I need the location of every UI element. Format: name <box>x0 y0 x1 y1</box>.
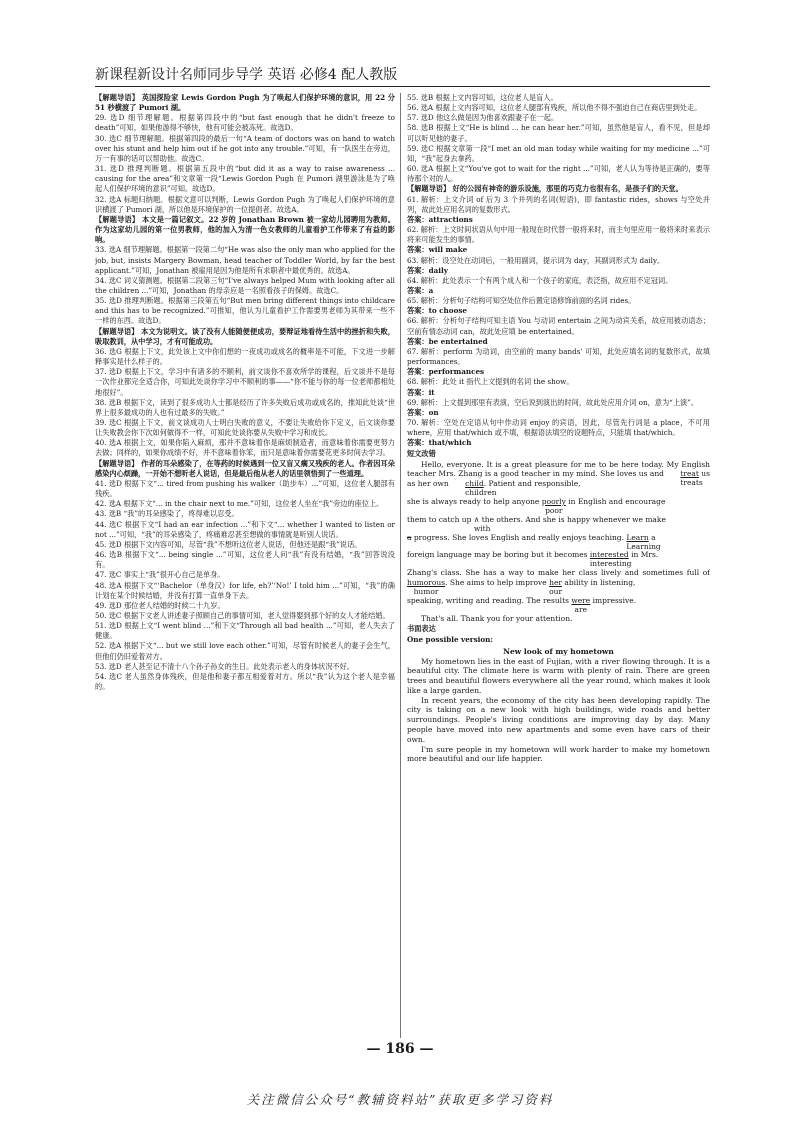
correction-mark <box>571 595 591 614</box>
correction-mark <box>451 479 497 498</box>
error-word: interested <box>589 550 629 560</box>
answer-item: 63. 解析：设空处在动词后，一般用副词，提示词为 day，其副词形式为 daily。 <box>407 255 665 265</box>
correction-text: Zhang's class. She has a way to make her class lively and sometimes full of <box>407 568 710 578</box>
answer-item: 69. 解析：上文提到那里有表演，空后说到演出的时间，故此处应用介词 on，意为“上演”。 <box>407 397 699 407</box>
answer-item: 33. 选A 细节理解题。根据第一段第二句“He was also the only man who applied for the job, but, insists Margery Bowman, head teacher of Toddler World, by far the best applicant.”可知，Jonathan 被雇用是因为他是所有求职者中最优秀的。故选A。 <box>95 245 395 275</box>
answer-item: 54. 选C 老人虽然身体残疾，但是他和妻子都互相爱着对方。所以“我”认为这个老人是幸福的。 <box>95 671 395 692</box>
fix-word: our <box>549 587 563 596</box>
error-word: child <box>465 479 484 489</box>
answer-item: 66. 解析：分析句子结构可知主语 You 与动词 entertain 之间为动宾关系，故应用被动语态；空前有情态动词 can，故此处应填 be entertained。 <box>407 316 710 336</box>
fix-word: children <box>465 488 497 498</box>
correction-heading: 短文改错 <box>407 449 436 459</box>
answer-item: 59. 选C 根据文章第一段“I met an old man today while waiting for my medicine ...”可知，“我”起身去拿药。 <box>407 143 710 163</box>
correction-text: speaking, writing and reading. The results <box>407 595 569 605</box>
answer-item: 44. 选C 根据下文“I had an ear infection ...”和下文“... whether I wanted to listen or not ...”可知，“我”的耳朵感染了，疼痛难忍甚至想做的事情就是听别人说话。 <box>95 519 395 539</box>
essay-paragraph-3: I'm sure people in my hometown will work harder to make my hometown more beautiful and our life happier. <box>407 744 710 764</box>
answer-item: 46. 选B 根据下文“... being single ...”可知，这位老人问“我”有没有结婚，“我”回答说没有。 <box>95 550 395 570</box>
correction-text: . Patient and responsible, <box>483 479 581 489</box>
answer-item: 29. 选D 细节理解题。根据第四段中的“but fast enough that he didn't freeze to death”可知，如果他游得不够快，他有可能会被冻死。故选D。 <box>95 113 395 133</box>
answer-item: 67. 解析：perform 为动词，由空前的 many bands' 可知，此处应填名词的复数形式，故填 performances。 <box>407 346 710 367</box>
answer-item: 60. 选A 根据上文“You've got to wait for the right ...”可知，老人认为等待是正确的，要等待那个对的人。 <box>407 164 710 184</box>
correction-mark <box>626 532 661 551</box>
answer-item: 38. 选B 根据下文，读到了很多成功人士都是经历了许多失败后成功或成名的，推知此处谈“世界上很多最成功的人也有过最多的失败。” <box>95 397 395 417</box>
error-word: Learn <box>626 532 649 542</box>
correction-closing: That's all. Thank you for your attention. <box>421 613 573 623</box>
insert-caret: ∧ <box>473 514 480 524</box>
fix-word: humor <box>413 587 439 596</box>
answer-item: 70. 解析：空处在定语从句中作动词 enjoy 的宾语，因此，尽管先行词是 a place，不可用 where，应用 that/which 或不填，根据语法填空的设题特点，只能填 that/which。 <box>407 418 710 438</box>
correction-text: . She aims to help improve <box>445 578 547 587</box>
answer-item: 42. 选A 根据下文“... in the chair next to me.”可知，这位老人坐在“我”旁边的座位上。 <box>95 499 384 509</box>
answer-key: 答案：be entertained <box>407 336 488 346</box>
answer-item: 36. 选G 根据上下文，此处该上文中你们想的一夜成功或成名的概率是不可能，下文进一步解释事实是什么样子的。 <box>95 346 395 367</box>
answer-item: 47. 选C 事实上“我”很开心自己是单身。 <box>95 570 225 580</box>
correction-mark <box>549 578 563 596</box>
correction-mark <box>541 497 566 516</box>
answer-item: 37. 选D 根据上下文，学习中有诸多的不顺利，前文谈你不喜欢所学的课程，后文谈并不是每一次作业都完全适合你，可知此处谈你学习中不顺利的事——“你不能与你的每一位老师都相处地很好”。 <box>95 367 395 397</box>
page-number: — 186 — <box>366 1041 434 1057</box>
correction-text: the others. And she is happy whenever we make <box>481 514 666 524</box>
answer-key: 答案：that/which <box>407 438 472 448</box>
answer-item: 50. 选C 根据下文老人讲述妻子照顾自己的事情可知，老人觉得娶到那个好的女人才能结婚。 <box>95 610 390 620</box>
correction-text: a <box>651 532 656 542</box>
correction-text: Hello, everyone. It is a great pleasure for me to be here today. My English teacher Mrs. Zhang is a good teacher in my mind. She loves us and <box>407 459 710 479</box>
deleted-word: a <box>407 532 412 542</box>
correction-text: them to catch up <box>407 514 472 524</box>
correction-mark <box>589 550 632 569</box>
section-intro: 【解题导语】 本文为说明文。谈了没有人能随便便成功，要辩证地看待生活中的挫折和失败，吸取教训，从中学习，才有可能成功。 <box>95 326 395 346</box>
section-intro: 【解题导语】 好的公园有神奇的游乐设施，那里的巧克力也很有名，是孩子们的天堂。 <box>407 184 683 194</box>
answer-item: 32. 选A 标题归纳题。根据文意可以判断，Lewis Gordon Pugh 为了唤起人们保护环境的意识横渡了 Pumori 湖，所以他是环境保护的一位提倡者。故选A。 <box>95 194 395 214</box>
answer-key: 答案：it <box>407 387 435 397</box>
fix-word: Learning <box>626 541 661 551</box>
answer-item: 35. 选D 推理判断题。根据第三段第五句“But men bring different things into childcare and this has to be recognized.”可推知，他认为儿童看护工作需要男老师为其带来一些不一样的东西。故选D。 <box>95 296 395 326</box>
answer-key: 答案：to choose <box>407 306 467 316</box>
answer-item: 43. 选B “我”的耳朵感染了，疼得难以忍受。 <box>95 509 239 519</box>
correction-mark <box>666 469 703 488</box>
right-column <box>407 93 710 1048</box>
answer-item: 31. 选D 推理判断题。根据第五段中的“but did it as a way to raise awareness ... causing for the area”和文章第一段“Lewis Gordon Pugh 在 Pumori 湖里游泳是为了唤起人们保护环境的意识”可知。故选D。 <box>95 164 395 194</box>
correction-passage <box>407 460 710 624</box>
answer-item: 65. 解析：分析句子结构可知空处位作后置定语修饰前面的名词 rides。 <box>407 296 636 306</box>
correction-text: foreign language may be boring but it becomes <box>407 550 588 560</box>
answer-item: 64. 解析：此处表示一个有两个成人和一个孩子的家庭，表泛指，故应用不定冠词。 <box>407 275 673 285</box>
answer-item: 51. 选D 根据上文“I went blind ...”和下文“Through all bad health ...”可知，老人失去了健康。 <box>95 621 395 641</box>
error-word: were <box>571 595 591 605</box>
essay-paragraph-2: In recent years, the economy of the city has been developing rapidly. The city is taking on a new look with high buildings, wide roads and better surroundings. People's living conditions are improving day by day. Many people have moved into new apartments and some even have cars of their own. <box>407 695 710 744</box>
answer-item: 53. 选D 老人甚至记不清十八个孙子孙女的生日。此处表示老人的身体状况不好。 <box>95 661 354 671</box>
answer-list-right <box>407 93 710 448</box>
page-header <box>95 64 710 87</box>
error-word: treat <box>680 469 699 479</box>
writing-heading: 书面表达 <box>407 624 436 634</box>
answer-key: 答案：will make <box>407 245 468 255</box>
correction-text: impressive. <box>592 595 637 605</box>
answer-key: 答案：a <box>407 285 434 295</box>
answer-item: 68. 解析：此处 it 指代上文提到的名词 the show。 <box>407 377 574 387</box>
correction-text: progress. She loves English and really enjoys teaching. <box>413 532 624 542</box>
section-intro: 【解题导语】 本文是一篇记叙文。22 岁的 Jonathan Brown 被一家幼儿园聘用为教师。作为这家幼儿园的第一位男教师，他的加入为清一色女教师的儿童看护工作带来了有益的影响。 <box>95 214 395 245</box>
column-divider <box>400 93 401 1038</box>
left-column <box>95 93 395 1048</box>
answer-item: 45. 选D 根据下文内容可知，尽管“我”不想听这位老人说话，但他还是跟“我”说话。 <box>95 539 362 549</box>
answer-item: 58. 选B 根据上文“He is blind ... he can hear her.”可知，虽然他是盲人，看不见，但是却可以听见他的妻子。 <box>407 123 710 143</box>
answer-key: 答案：attractions <box>407 214 473 224</box>
answer-item: 61. 解析：上文介词 of 后为 3 个并列的名词(短语)，即 fantastic rides，shows 与空处并列，故此处应用名词的复数形式。 <box>407 194 710 214</box>
correction-mark <box>407 578 446 596</box>
error-word: her <box>549 578 562 587</box>
correction-mark <box>473 514 491 533</box>
answer-item: 30. 选C 细节理解题。根据第四段的最后一句“A team of doctors was on hand to watch over his stunt and help him out if he got into any trouble.”可知，有一队医生在旁边，万一有事的话可以帮助他。故选C。 <box>95 133 395 163</box>
essay-title: New look of my hometown <box>503 646 614 656</box>
answer-item: 49. 选D 那位老人结婚的时候二十九岁。 <box>95 600 225 610</box>
correction-text: she is always ready to help anyone <box>407 497 540 507</box>
answer-item: 34. 选C 词义猜测题。根据第二段第三句“I've always helped Mum with looking after all the children ...”可知，Jonathan 的母亲应是一名照看孩子的保姆。故选C。 <box>95 275 395 295</box>
essay <box>407 647 710 765</box>
writing-version: One possible version: <box>407 634 494 644</box>
answer-item: 40. 选A 根据上文，如果你陷入麻烦，那并不意味着你是麻烦制造者，而意味着你需要更努力去做；同样的，如果你成绩不好，并不意味着你笨，而只是意味着你需要花更多时间去学习。 <box>95 438 395 458</box>
answer-item: 41. 选D 根据下文“... tired from pushing his walker（助步车）...”可知，这位老人腿部有残疾。 <box>95 478 395 499</box>
header-title: 新课程新设计名师同步导学 英语 必修4 配人教版 <box>95 67 398 83</box>
answer-item: 39. 选C 根据上下文，前文谈成功人士明白失败的意义，不要让失败给你下定义，后文谈你要让失败教会你下次如何做得不一样，可知此处谈你要从失败中学习和成长。 <box>95 418 395 438</box>
correction-text: us as her own <box>407 469 710 489</box>
correction-text: in Mrs. <box>631 550 659 560</box>
answer-key: 答案：daily <box>407 265 448 275</box>
fix-word: are <box>574 604 588 614</box>
footer-note: 关注微信公众号“教辅资料站”获取更多学习资料 <box>246 1092 554 1107</box>
answer-item: 56. 选A 根据上文内容可知，这位老人腿部有残疾，所以他不得不强迫自己在商店里到处走。 <box>407 103 702 113</box>
essay-paragraph-1: My hometown lies in the east of Fujian, with a river flowing through. It is a beautiful city. The climate here is warm with plenty of rain. There are green trees and beautiful flowers everywhere all the year round, which makes it look like a large garden. <box>407 656 710 695</box>
section-intro: 【解题导语】 作者的耳朵感染了，在等药的时候遇到一位又盲又瘸又残疾的老人。作者因耳朵感染内心烦躁，一开始不想听老人说话，但是最后他从老人的话里领悟到了一些道理。 <box>95 458 395 478</box>
fix-word: with <box>473 523 491 533</box>
answer-item: 55. 选B 根据上文内容可知，这位老人是盲人。 <box>407 93 558 102</box>
answer-item: 52. 选A 根据下文“... but we still love each other.”可知，尽管有时候老人的妻子会生气，但他们仍旧爱着对方。 <box>95 641 395 661</box>
answer-item: 57. 选D 他这么做是因为他喜欢跟妻子在一起。 <box>407 113 559 123</box>
answer-key: 答案：performances <box>407 367 485 377</box>
error-word: poorly <box>541 497 566 507</box>
answer-item: 62. 解析：上文时间状语从句中用一般现在时代替一般将来时，而主句里应用一般将来时来表示将来可能发生的事情。 <box>407 225 710 245</box>
fix-word: interesting <box>589 559 632 569</box>
answer-key: 答案：on <box>407 407 439 417</box>
section-intro: 【解题导语】 英国探险家 Lewis Gordon Pugh 为了唤起人们保护环境的意识，用 22 分 51 秒横渡了 Pumori 湖。 <box>95 93 395 113</box>
fix-word: treats <box>680 478 703 488</box>
fix-word: poor <box>545 506 563 516</box>
correction-text: in English and encourage <box>568 497 666 507</box>
correction-text: ability in listening, <box>564 578 636 587</box>
error-word: humorous <box>407 578 446 587</box>
answer-item: 48. 选A 根据下文“‘Bachelor（单身汉）for life, eh?’‘No!’ I told him ...”可知，“我”的确计划在某个时候结婚，并没有打算一直单身下去。 <box>95 580 395 600</box>
